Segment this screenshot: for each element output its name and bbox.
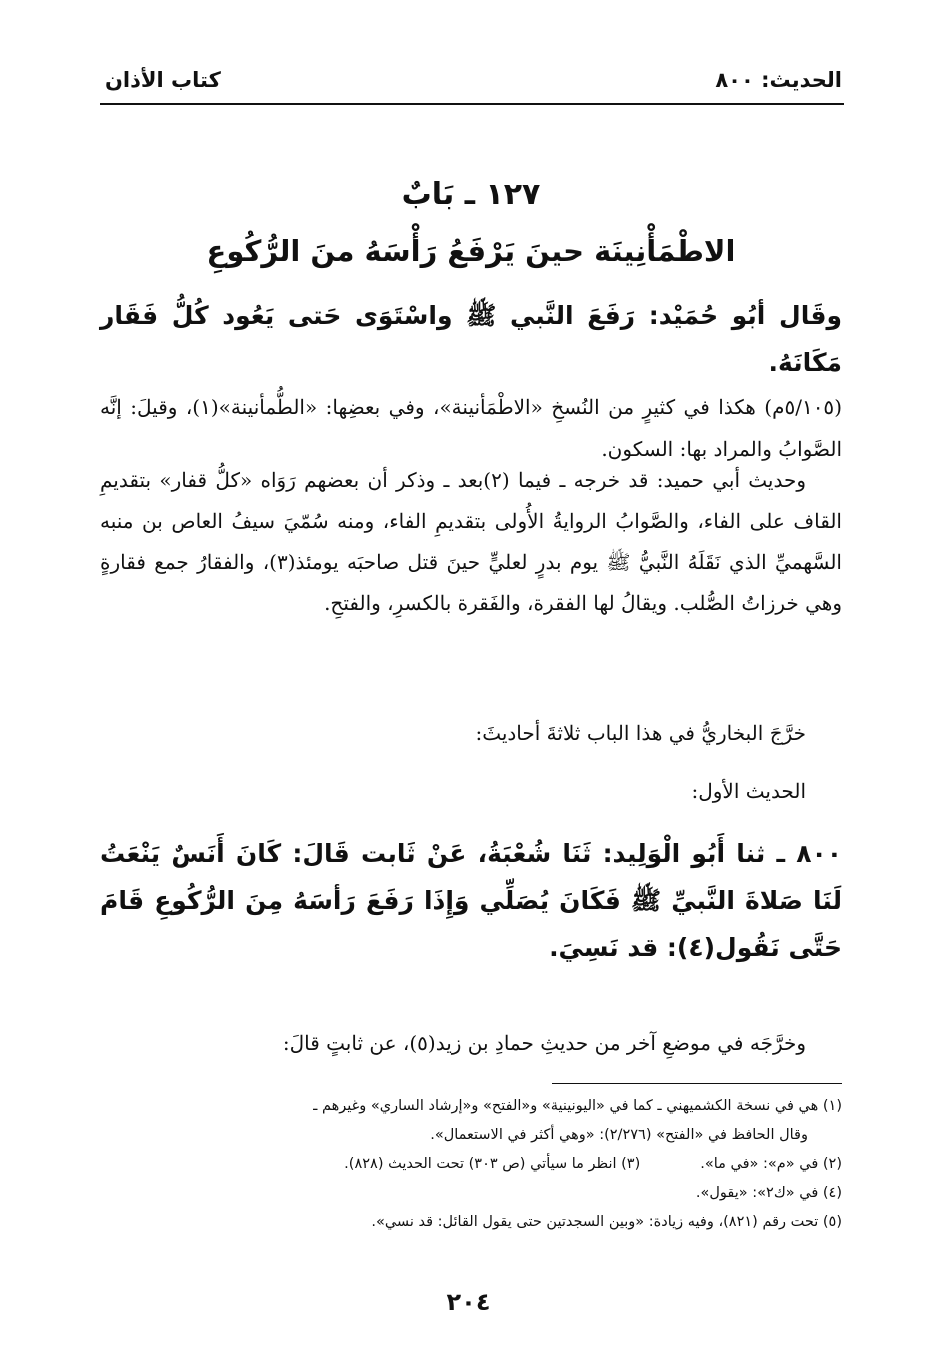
chapter-number: ١٢٧ ـ بَابٌ [401,177,541,212]
footnote-1: (١) هي في نسخة الكشميهني ـ كما في «اليونينية» و«الفتح» و«إرشاد الساري» وغيرهم ـ [313,1098,842,1114]
footnote-row [100,1150,842,1179]
footnote-4: (٤) في «ك٢»: «يقول». [695,1185,842,1201]
commentary-text: وحديث أبي حميد: قد خرجه ـ فيما (٢)بعد ـ وذكر أن بعضهم رَوَاه «كلُّ قفار» بتقديمِ القاف على الفاء، والصَّوابُ الروايةُ الأُولى بتقديمِ الفاء، ومنه سُمّيَ سيفُ العاص بن منبه السَّهميِّ الذي نَقَلَهُ النَّبيُّ ﷺ يوم بدرٍ لعليٍّ حينَ قتل صاحبَه يومئذ(٣)، والفقارُ جمع فقارةٍ وهي خرزاتُ الصُّلب. ويقالُ لها الفقرة، والفَقرة بالكسرِ، والفتحِ. [100,468,842,615]
chapter-title: الاطْمَأْنِينَة حينَ يَرْفَعُ رَأْسَهُ منَ الرُّكُوعِ [206,234,736,268]
hadith-reference: الحديث: ٨٠٠ [715,68,842,92]
footnote-5: (٥) تحت رقم (٨٢١)، وفيه زيادة: «وبين السجدتين حتى يقول القائل: قد نسي». [371,1214,842,1230]
paragraph-5 [100,1022,842,1064]
paragraph-2 [100,460,842,624]
hadith-text: ٨٠٠ ـ ثنا أَبُو الْوَلِيد: ثَنَا شُعْبَةُ، عَنْ ثَابت قَالَ: كَانَ أَنَسٌ يَنْعَتُ لَنَا صَلاةَ النَّبيِّ ﷺ فَكَانَ يُصَلِّي وَإِذَا رَفَعَ رَأسَهُ مِنَ الرُّكُوعِ قَامَ حَتَّى نَقُول(٤): قد نَسِيَ. [100,839,842,962]
header-rule [100,103,844,105]
commentary-text: (٥/١٠٥م) هكذا في كثيرٍ من النُسخِ «الاطْمَأنينة»، وفي بعضِها: «الطُّمأنينة»(١)، وقيلَ: إنَّه الصَّوابُ والمراد بها: السكون. [100,395,842,461]
paragraph-4 [100,770,842,812]
commentary-text: وخرَّجَه في موضعِ آخر من حديثِ حمادِ بن زيد(٥)، عن ثابتٍ قالَ: [282,1031,806,1055]
footnote-1-continued: وقال الحافظ في «الفتح» (٢/٢٧٦): «وهي أكثر في الاستعمال». [430,1127,808,1143]
book-title: كتاب الأذان [105,68,221,92]
hadith-800 [100,830,842,971]
section-label: الحديث الأول: [691,779,806,803]
paragraph-3 [100,712,842,754]
paragraph-1 [100,292,842,470]
footnote-3: (٣) انظر ما سيأتي (ص ٣٠٣) تحت الحديث (٨٢٨). [344,1156,641,1172]
running-header [105,68,842,92]
commentary-text: خرَّجَ البخاريُّ في هذا الباب ثلاثةَ أحاديثَ: [475,721,806,745]
quote-text: وقَال أبُو حُمَيْد: رَفَعَ النَّبي ﷺ واسْتَوَى حَتى يَعُود كُلُّ فَقَار مَكَانَهُ. [100,301,842,377]
footnote-2: (٢) في «م»: «في ما». [700,1156,842,1172]
footnote-rule [552,1083,842,1084]
page-number: ٢٠٤ [446,1288,491,1316]
footnotes [100,1092,842,1237]
